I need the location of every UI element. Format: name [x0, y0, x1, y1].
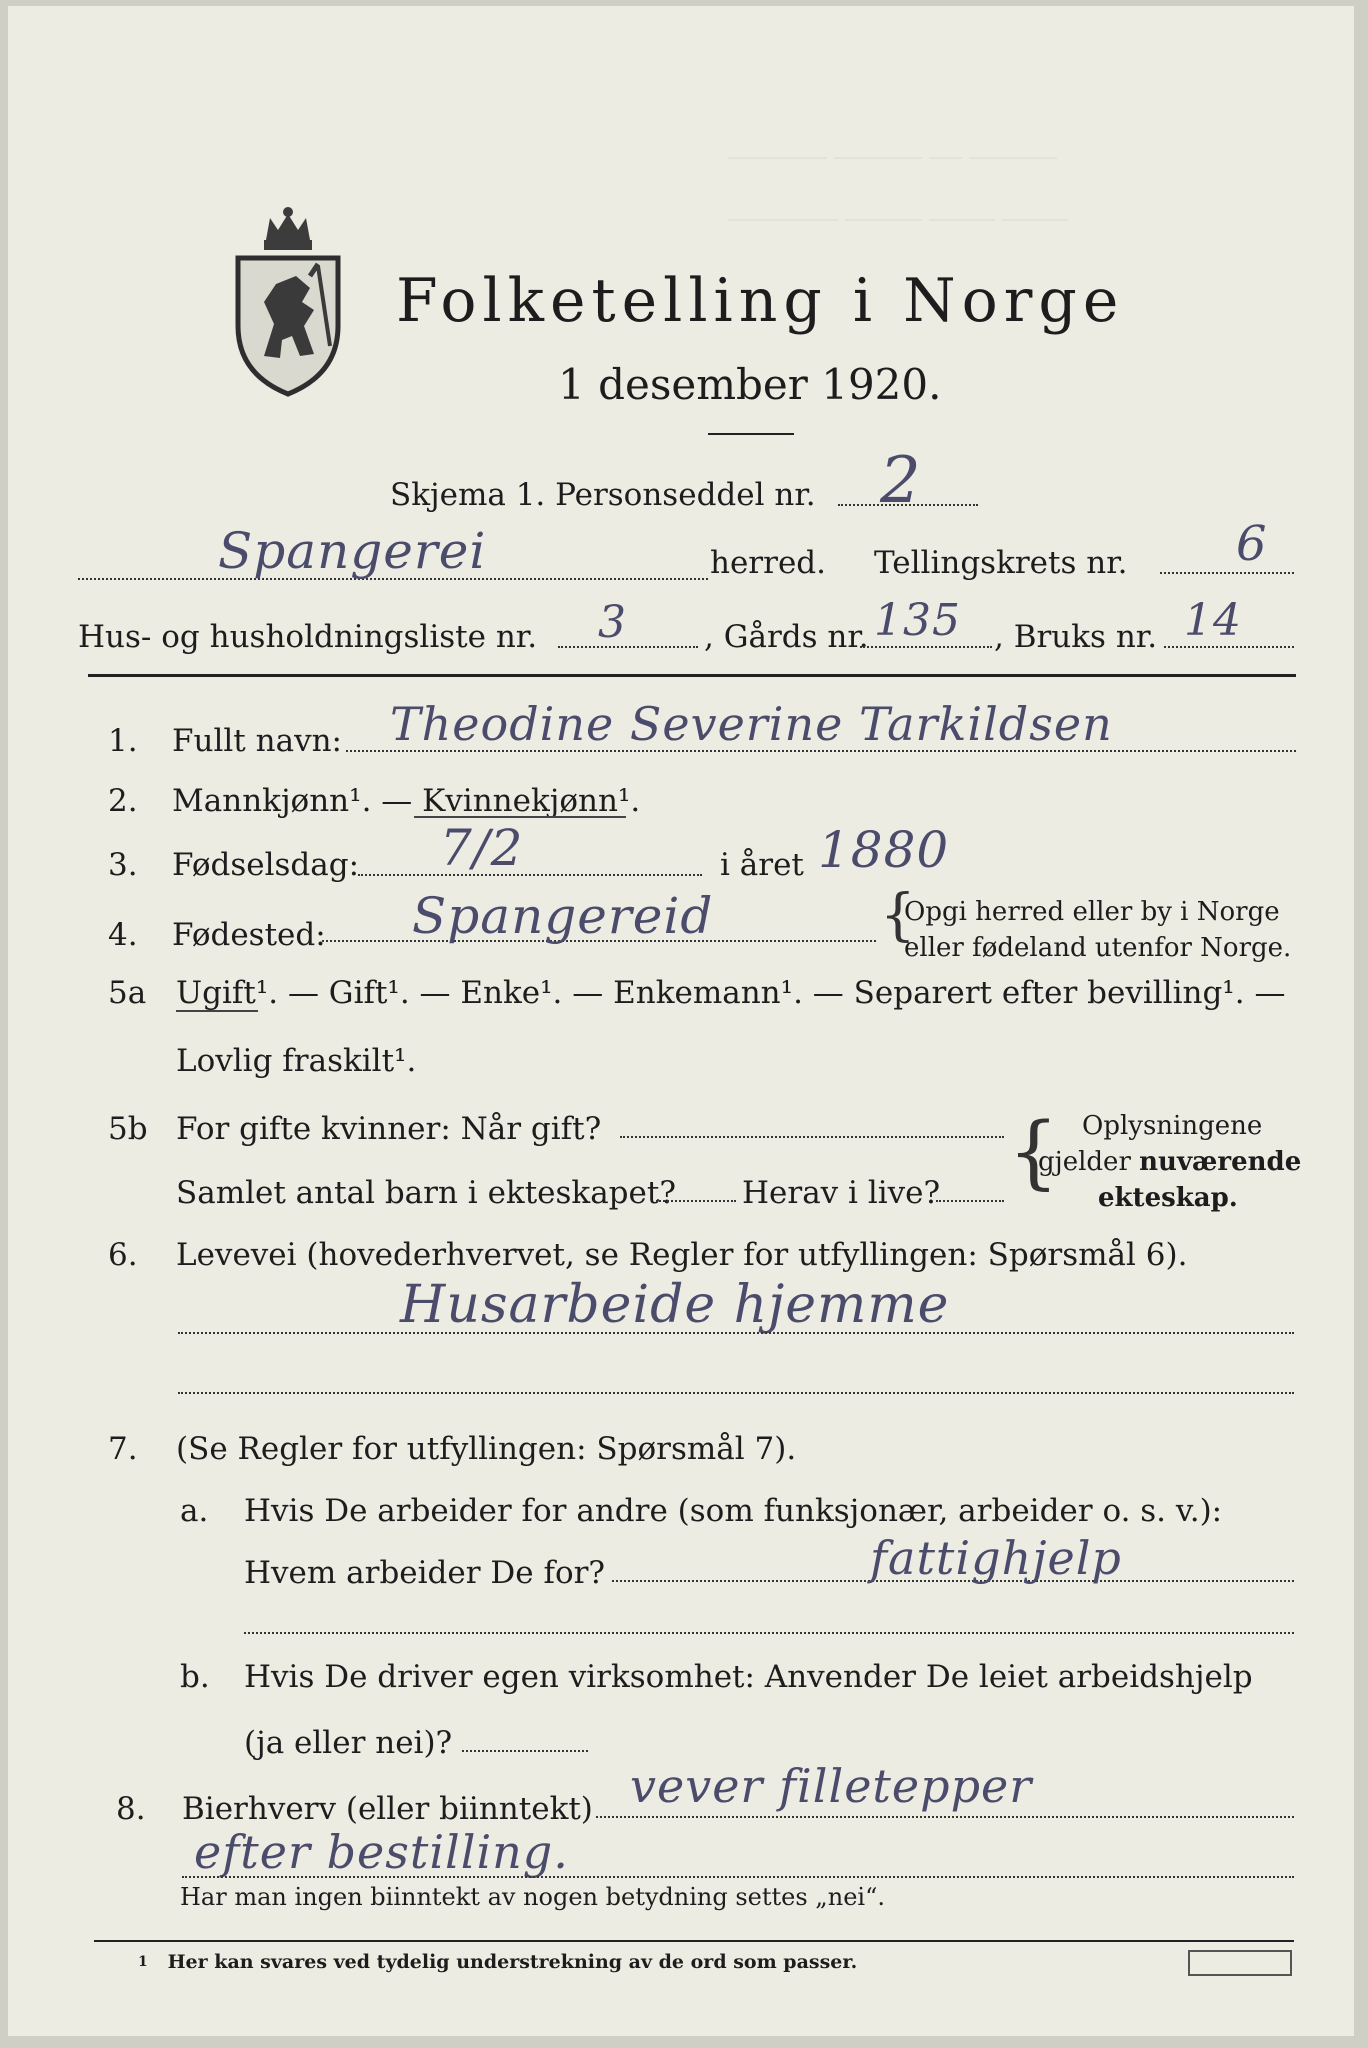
q1-label: Fullt navn: [172, 723, 342, 759]
footnote: $^1$ Her kan svares ved tydelig understrekning av de ord som passer. [138, 1951, 858, 1973]
q5b-note-line3: ekteskap. [1098, 1183, 1238, 1213]
form-date: 1 desember 1920. [558, 360, 942, 409]
show-through-text: __________ _______ ______ ______ [728, 196, 1068, 221]
q1-value: Theodine Severine Tarkildsen [390, 697, 1113, 751]
footer-divider [94, 1940, 1294, 1942]
q5b-brace: { [1008, 1105, 1059, 1198]
personseddel-value: 2 [880, 444, 922, 518]
gards-value: 135 [874, 595, 961, 646]
q8-value-line2: efter bestilling. [194, 1825, 569, 1879]
q5b-alive-label: Herav i live? [742, 1175, 941, 1211]
title-divider [708, 433, 794, 435]
q5a-options: Ugift¹. — Gift¹. — Enke¹. — Enkemann¹. — Separert efter bevilling¹. — [176, 975, 1286, 1011]
q3-year-value: 1880 [818, 821, 950, 879]
q7b-letter: b. [180, 1659, 210, 1695]
q4-value: Spangereid [412, 887, 714, 945]
q2-label: Mannkjønn¹. — Kvinnekjønn¹. [172, 783, 641, 819]
husliste-line [558, 646, 698, 648]
tellingskrets-label: Tellingskrets nr. [874, 545, 1128, 581]
q5a-number: 5a [108, 975, 147, 1011]
q7a-line2 [244, 1632, 1294, 1634]
show-through-text: _________ ________ ___ ________ [728, 134, 1057, 159]
q7b-label: Hvis De driver egen virksomhet: Anvender De leiet arbeidshjelp [244, 1659, 1253, 1695]
census-form-page [8, 6, 1354, 2036]
herred-label: herred. [710, 545, 826, 581]
q6-line2 [178, 1392, 1294, 1394]
q5b-alive-line [936, 1200, 1004, 1202]
q7a-question: Hvem arbeider De for? [244, 1555, 606, 1591]
q3-label: Fødselsdag: [172, 847, 360, 883]
q4-note-line1: Opgi herred eller by i Norge [904, 897, 1280, 927]
q8-label: Bierhverv (eller biinntekt) [182, 1791, 593, 1827]
tellingskrets-line [1160, 572, 1294, 574]
q7-number: 7. [108, 1431, 138, 1467]
q5b-label: For gifte kvinner: Når gift? [176, 1111, 602, 1147]
husliste-label: Hus- og husholdningsliste nr. [78, 619, 538, 655]
q5a-options-cont: Lovlig fraskilt¹. [176, 1043, 417, 1079]
q4-note-line2: eller fødeland utenfor Norge. [904, 933, 1292, 963]
q3-number: 3. [108, 847, 138, 883]
q7b-line [462, 1750, 588, 1752]
q6-number: 6. [108, 1237, 138, 1273]
form-title: Folketelling i Norge [396, 266, 1125, 336]
q3-day-line [358, 874, 702, 876]
q8-line2 [182, 1876, 1294, 1878]
q6-line1 [178, 1332, 1294, 1334]
bruks-value: 14 [1184, 595, 1242, 646]
bruks-label: , Bruks nr. [994, 619, 1158, 655]
q7b-question: (ja eller nei)? [244, 1725, 453, 1761]
q5a-underline [176, 1010, 258, 1012]
q5b-note-line2: gjelder nuværende [1038, 1147, 1302, 1177]
q3-year-label: i året [720, 847, 804, 883]
schema-label: Skjema 1. Personseddel nr. [390, 477, 816, 513]
q2-number: 2. [108, 783, 138, 819]
q8-note: Har man ingen biinntekt av nogen betydning settes „nei“. [180, 1883, 885, 1911]
q4-brace: { [880, 883, 916, 948]
q6-label: Levevei (hovederhvervet, se Regler for utfyllingen: Spørsmål 6). [176, 1237, 1188, 1273]
q8-line [596, 1816, 1294, 1818]
q7a-letter: a. [180, 1493, 209, 1529]
q7-label: (Se Regler for utfyllingen: Spørsmål 7). [176, 1431, 797, 1467]
q5b-children-line [656, 1200, 736, 1202]
gards-label: , Gårds nr. [704, 619, 869, 655]
q6-value: Husarbeide hjemme [400, 1275, 950, 1335]
q5b-married-line [620, 1136, 1004, 1138]
q8-value-line1: vever filletepper [630, 1759, 1033, 1813]
norway-coat-of-arms-icon [230, 206, 346, 398]
q8-number: 8. [116, 1791, 146, 1827]
q4-number: 4. [108, 917, 138, 953]
q5b-number: 5b [108, 1111, 148, 1147]
q7a-label: Hvis De arbeider for andre (som funksjonær, arbeider o. s. v.): [244, 1493, 1223, 1529]
husliste-value: 3 [598, 597, 627, 648]
q4-label: Fødested: [172, 917, 326, 953]
tellingskrets-value: 6 [1236, 516, 1268, 572]
header-divider [88, 674, 1296, 677]
printer-stamp [1188, 1950, 1292, 1976]
q1-number: 1. [108, 723, 138, 759]
q5b-children-label: Samlet antal barn i ekteskapet? [176, 1175, 676, 1211]
q3-day-value: 7/2 [440, 819, 524, 877]
herred-value: Spangerei [218, 522, 487, 580]
q7a-value: fattighjelp [870, 1531, 1122, 1585]
q5b-note-line1: Oplysningene [1082, 1111, 1263, 1141]
